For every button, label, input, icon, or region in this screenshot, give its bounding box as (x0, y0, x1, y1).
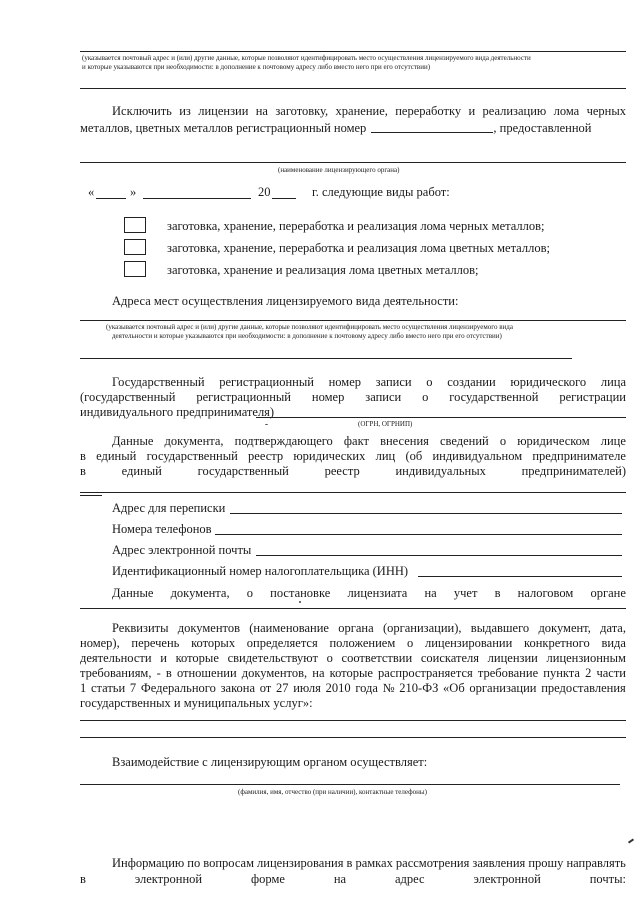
word: о (422, 390, 429, 404)
word: соответствии (341, 651, 413, 665)
works-intro: г. следующие виды работ: (312, 185, 450, 199)
word: подтверждающего (234, 434, 333, 448)
word: требованиям, (80, 666, 152, 680)
word: (об (405, 449, 423, 463)
word: на (424, 586, 437, 600)
word: пункта (543, 666, 580, 680)
address-fill-line (80, 51, 626, 52)
ogrn-line1 (112, 375, 626, 390)
requisites-line3 (80, 651, 626, 666)
word: в (346, 856, 353, 870)
addresses-field[interactable] (80, 320, 626, 321)
reg-number-label: металлов, цветных металлов регистрационный номер (80, 121, 367, 135)
word: номер (311, 390, 345, 404)
word: из (179, 104, 191, 118)
mail-address-label: Адрес для переписки (112, 501, 226, 515)
word: рамках (355, 856, 393, 870)
word: индивидуальных (395, 464, 486, 478)
word: соискателя (420, 651, 479, 665)
ogrn-field[interactable] (256, 417, 626, 418)
word: вопросам (203, 856, 254, 870)
word: года (355, 681, 378, 695)
info-line1 (112, 856, 626, 871)
work-type-nonferrous-no-processing: заготовка, хранение и реализация лома цветных металлов; (167, 263, 479, 277)
word: определяется (246, 636, 318, 650)
word: Федерального (140, 681, 216, 695)
word: дата, (600, 621, 626, 635)
word: адрес (395, 872, 425, 886)
checkbox-nonferrous-no-processing[interactable] (124, 261, 146, 277)
mail-address-field[interactable] (230, 513, 622, 514)
interaction-caption: (фамилия, имя, отчество (при наличии), контактные телефоны) (238, 788, 427, 796)
word: перечень (131, 636, 180, 650)
word: «Об (443, 681, 465, 695)
word: единый (96, 449, 137, 463)
word: заявления (472, 856, 526, 870)
word: о (426, 375, 433, 389)
word: Данные (112, 434, 154, 448)
word: записи (375, 375, 412, 389)
interaction-heading: Взаимодействие с лицензирующим органом осуществляет: (112, 755, 428, 769)
word: рассмотрения (395, 856, 470, 870)
addresses-heading: Адреса мест осуществления лицензируемого вида деятельности: (112, 294, 459, 308)
word: части (596, 666, 626, 680)
word: 2 (585, 666, 592, 680)
email-label: Адрес электронной почты (112, 543, 252, 557)
word: на (312, 666, 325, 680)
requisites-field-2[interactable] (80, 737, 626, 738)
requisites-line1 (112, 621, 626, 636)
word: регистрации (559, 390, 626, 404)
date-month-field[interactable] (143, 198, 251, 199)
checkbox-ferrous-full[interactable] (124, 217, 146, 233)
scan-mark (628, 838, 634, 843)
tax-registration-line (112, 586, 626, 601)
word: Данные (112, 586, 154, 600)
word: документа, (170, 586, 230, 600)
addresses-note-line1: (указывается почтовый адрес и (или) другие данные, которые позволяют идентифицировать место осуществления лицензируемого вида (106, 323, 513, 331)
word: отношении (176, 666, 237, 680)
requisites-field-1[interactable] (80, 720, 626, 721)
word: черных (586, 104, 626, 118)
requisites-line4 (80, 666, 626, 681)
word: внесения (380, 434, 429, 448)
top-address-note-line2: и которые указываются при необходимости: в дополнение к почтовому адресу либо вместо него при его отсутствии) (82, 63, 431, 71)
licensing-organ-caption: (наименование лицензирующего органа) (278, 166, 400, 174)
word: форме (251, 872, 285, 886)
phones-label: Номера телефонов (112, 522, 212, 536)
top-address-note-line1: (указывается почтовый адрес и (или) другие данные, которые позволяют идентифицировать место осуществления лицензируемого вида деятельности (82, 54, 531, 62)
word: в (80, 464, 86, 478)
ogrn-line2 (80, 390, 626, 405)
word: индивидуальном (432, 449, 523, 463)
word: документов (177, 621, 240, 635)
word: предпринимателе (532, 449, 626, 463)
word: лома (553, 104, 580, 118)
info-line2 (80, 872, 626, 887)
word: 210-ФЗ (399, 681, 439, 695)
word: статьи (90, 681, 126, 695)
doc-data-line2 (80, 449, 626, 464)
date-year-field[interactable] (272, 198, 296, 199)
word: лицензировании (424, 636, 513, 650)
word: предпринимателей) (521, 464, 626, 478)
word: о (326, 651, 333, 665)
word: на (255, 104, 268, 118)
word: закона (220, 681, 256, 695)
word: и (160, 651, 167, 665)
addresses-field-2[interactable] (80, 358, 572, 359)
word: которых (191, 636, 236, 650)
doc-data-field-tail (80, 495, 102, 496)
inn-label: Идентификационный номер налогоплательщика (ИНН) (112, 564, 409, 578)
doc-data-line1 (112, 434, 626, 449)
word: лицензии (487, 651, 538, 665)
checkbox-nonferrous-full[interactable] (124, 239, 146, 255)
scan-speck-2 (299, 601, 301, 603)
word: налоговом (517, 586, 574, 600)
licensing-organ-field[interactable] (80, 162, 626, 163)
word: от (259, 681, 272, 695)
doc-data-line3 (80, 464, 626, 479)
word: (государственный (80, 390, 176, 404)
word: государственный (197, 464, 289, 478)
word: в (165, 666, 172, 680)
tax-registration-field[interactable] (80, 608, 626, 609)
word: 2010 (325, 681, 351, 695)
date-open-quote: « (88, 185, 95, 199)
addresses-note-line2: деятельности и которые указываются при необходимости: в дополнение к почтовому адресу либо вместо него при его отсутствии) (112, 332, 502, 340)
word: требование (477, 666, 539, 680)
word: записи (365, 390, 402, 404)
word: электронной (134, 872, 203, 886)
word: реестр (324, 464, 360, 478)
reg-number-field[interactable] (371, 132, 493, 133)
word: государственной (449, 390, 539, 404)
word: направлять (566, 856, 626, 870)
word: лиц (375, 449, 396, 463)
word: переработку (395, 104, 462, 118)
word: электронной (473, 872, 541, 886)
word: регистрационный (219, 375, 314, 389)
phones-field[interactable] (215, 534, 622, 535)
word: которые (175, 651, 219, 665)
word: реестр (248, 449, 284, 463)
word: 1 (80, 681, 87, 695)
word: лице (600, 434, 626, 448)
word: в (80, 872, 86, 886)
word: документов, (241, 666, 308, 680)
requisites-line2 (80, 636, 626, 651)
exclude-paragraph-line1 (112, 104, 626, 119)
email-field[interactable] (256, 555, 622, 556)
word: факт (343, 434, 369, 448)
word: документа, (164, 434, 224, 448)
work-type-nonferrous-full: заготовка, хранение, переработка и реализация лома цветных металлов; (167, 241, 550, 255)
word: номер), (80, 636, 120, 650)
word: в (494, 586, 501, 600)
word: выдавшего (470, 621, 530, 635)
word: (организации), (382, 621, 462, 635)
exclude-paragraph-line2 (80, 121, 591, 136)
word: заготовку, (275, 104, 329, 118)
word: юридическом (517, 434, 590, 448)
date-day-field[interactable] (96, 198, 126, 199)
inn-field[interactable] (418, 576, 622, 577)
word: постановке (270, 586, 331, 600)
word: прошу (528, 856, 564, 870)
word: Исключить (112, 104, 172, 118)
word: в (80, 449, 86, 463)
word: о (406, 636, 414, 650)
requisites-line6: государственных и муниципальных услуг»: (80, 696, 313, 710)
ogrn-caption: (ОГРН, ОГРНИП) (358, 420, 413, 428)
word: организации (469, 681, 537, 695)
address-fill-line-2 (80, 88, 626, 89)
word: конкретного (524, 636, 590, 650)
word: № (382, 681, 395, 695)
word: Реквизиты (112, 621, 169, 635)
work-type-ferrous-full: заготовка, хранение, переработка и реализация лома черных металлов; (167, 219, 545, 233)
word: учет (453, 586, 478, 600)
word: положением (329, 636, 396, 650)
word: (наименование (249, 621, 329, 635)
word: почты: (589, 872, 626, 886)
word: лицензии (198, 104, 249, 118)
provided-label: , предоставленной (493, 121, 592, 135)
word: юридического (510, 375, 587, 389)
word: о (246, 586, 253, 600)
word: о (499, 434, 507, 448)
word: хранение, (335, 104, 388, 118)
doc-data-field[interactable] (80, 492, 626, 493)
word: июля (293, 681, 321, 695)
word: сведений (440, 434, 489, 448)
word: регистрационный (196, 390, 291, 404)
word: лицензионным (546, 651, 626, 665)
ogrn-line3: индивидуального предпринимателя) (80, 405, 275, 419)
word: и (468, 104, 476, 118)
word: создании (447, 375, 496, 389)
word: лицензиата (347, 586, 408, 600)
interaction-field[interactable] (80, 784, 620, 785)
word: 27 (275, 681, 289, 695)
word: - (156, 666, 161, 680)
word: по (187, 856, 201, 870)
word: органе (590, 586, 626, 600)
word: Государственный (112, 375, 205, 389)
word: деятельности (80, 651, 152, 665)
requisites-line5 (80, 681, 626, 696)
word: государственный (146, 449, 238, 463)
date-close-quote: » (130, 185, 137, 199)
word: предоставления (541, 681, 626, 695)
word: на (333, 872, 347, 886)
word: юридических (293, 449, 366, 463)
word: лица (600, 375, 626, 389)
year-prefix: 20 (258, 185, 271, 199)
word: свидетельствуют (227, 651, 318, 665)
word: единый (121, 464, 162, 478)
word: номер (328, 375, 361, 389)
word: 7 (129, 681, 137, 695)
word: которые (329, 666, 373, 680)
word: лицензирования (257, 856, 344, 870)
word: органа (338, 621, 374, 635)
word: Информацию (112, 856, 185, 870)
word: распространяется (378, 666, 473, 680)
scan-speck (265, 424, 268, 425)
word: реализацию (482, 104, 547, 118)
word: вида (601, 636, 626, 650)
word: документ, (538, 621, 591, 635)
